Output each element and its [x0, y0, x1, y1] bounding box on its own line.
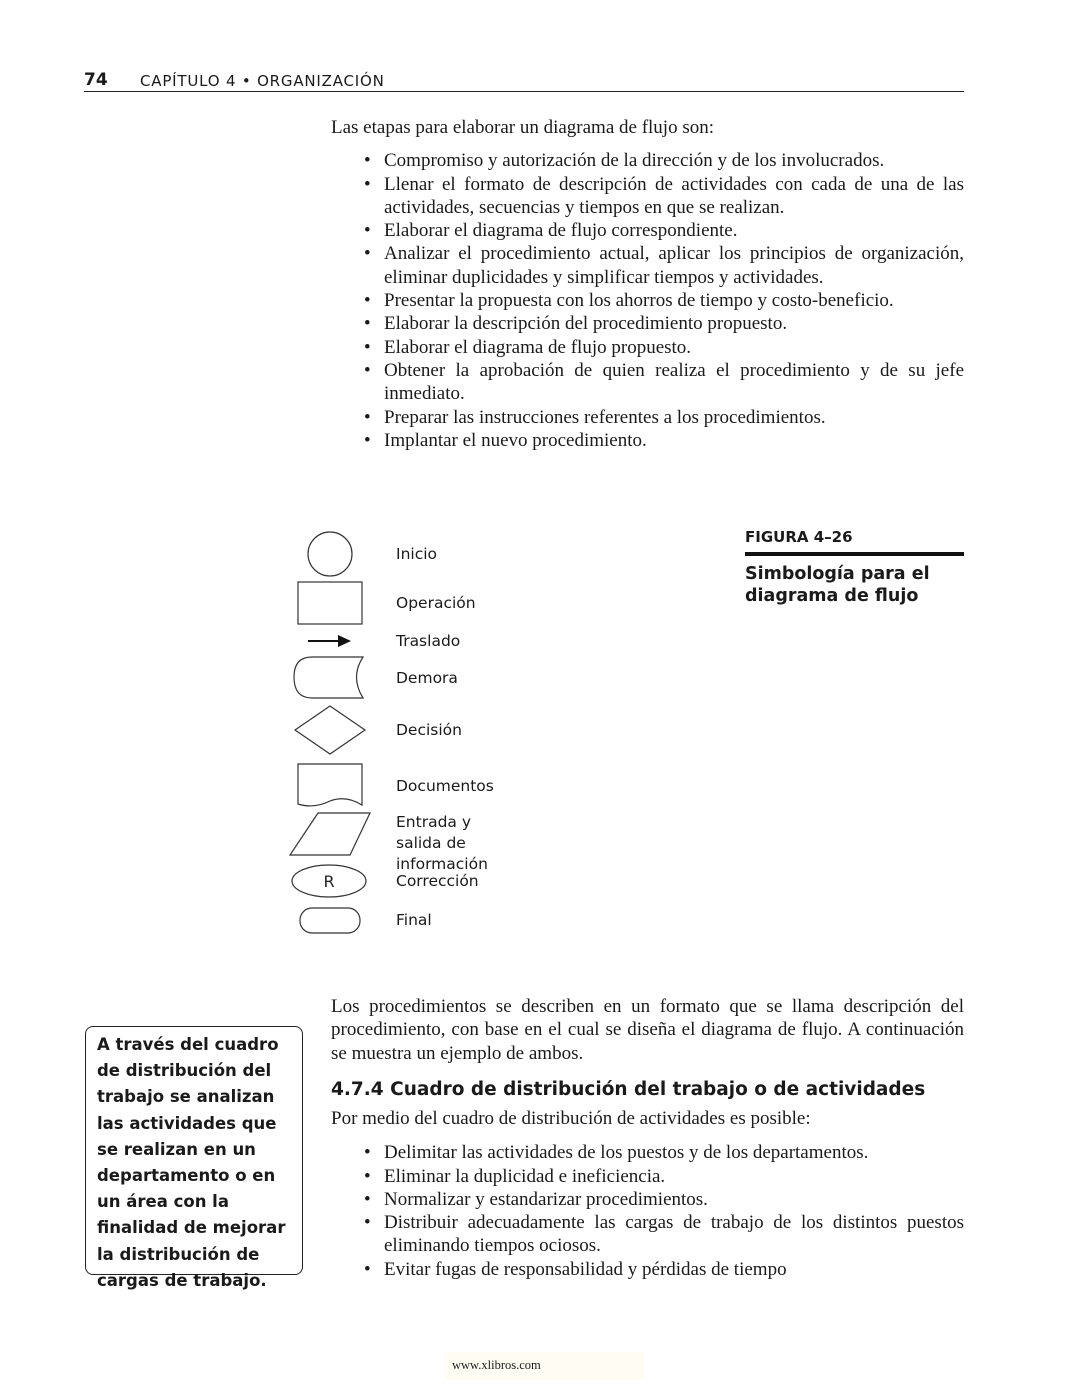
- sidebar-note: A través del cuadro de distribución del trabajo se analizan las actividades que se realizan en un departamento o en un área con la finalidad de mejorar la distribución de cargas de trabajo.: [85, 1026, 303, 1275]
- symbol-label: Final: [396, 911, 432, 929]
- section-list: [331, 1141, 964, 1281]
- document-symbol: [298, 764, 362, 806]
- list-item: • Elaborar la descripción del procedimiento propuesto.: [331, 312, 964, 335]
- list-item: • Eliminar la duplicidad e ineficiencia.: [331, 1165, 964, 1188]
- symbol-label: Entrada y salida de información: [396, 813, 488, 873]
- figure-caption: Simbología para el diagrama de flujo: [745, 564, 930, 606]
- start-symbol: [308, 532, 352, 576]
- steps-list: [331, 149, 964, 452]
- list-item: • Delimitar las actividades de los puestos y de los departamentos.: [331, 1141, 964, 1164]
- intro-text: Las etapas para elaborar un diagrama de flujo son:: [331, 117, 715, 138]
- section-heading: 4.7.4 Cuadro de distribución del trabajo o de actividades: [331, 1079, 926, 1100]
- symbol-label: Demora: [396, 669, 458, 687]
- list-item: • Preparar las instrucciones referentes a los procedimientos.: [331, 406, 964, 429]
- steps-block: [331, 116, 964, 452]
- arrow-icon: [308, 635, 351, 647]
- decision-symbol: [295, 706, 365, 754]
- list-item: • Obtener la aprobación de quien realiza el procedimiento y de su jefe inmediato.: [331, 359, 964, 406]
- correction-mark: R: [323, 872, 335, 891]
- list-item: • Normalizar y estandarizar procedimientos.: [331, 1188, 964, 1211]
- symbol-label: Corrección: [396, 872, 479, 890]
- end-symbol: [300, 908, 360, 933]
- list-item: • Llenar el formato de descripción de actividades con cada de una de las actividades, secuencias y tiempos en que se realizan.: [331, 173, 964, 220]
- footer-link[interactable]: www.xlibros.com: [446, 1352, 644, 1380]
- delay-symbol: [294, 657, 363, 698]
- section-intro: Por medio del cuadro de distribución de actividades es posible:: [331, 1108, 811, 1129]
- list-item: • Evitar fugas de responsabilidad y pérdidas de tiempo: [331, 1258, 964, 1281]
- list-item: • Elaborar el diagrama de flujo correspondiente.: [331, 219, 964, 242]
- list-item: • Implantar el nuevo procedimiento.: [331, 429, 964, 452]
- procedure-paragraph: Los procedimientos se describen en un formato que se llama descripción del procedimiento, con base en el cual se diseña el diagrama de flujo. A continuación se muestra un ejemplo de ambos.: [331, 996, 964, 1064]
- symbol-label: Documentos: [396, 777, 494, 795]
- io-symbol: [290, 813, 370, 855]
- symbol-label: Inicio: [396, 545, 438, 563]
- list-item: • Distribuir adecuadamente las cargas de trabajo de los distintos puestos eliminando tiempos ociosos.: [331, 1211, 964, 1258]
- section-body: [331, 1107, 964, 1281]
- symbol-label: Traslado: [396, 632, 461, 650]
- running-header: [84, 70, 964, 92]
- list-item: • Analizar el procedimiento actual, aplicar los principios de organización, eliminar duplicidades y simplificar tiempos y actividades.: [331, 242, 964, 289]
- symbol-label: Operación: [396, 594, 476, 612]
- flowchart-symbols: [280, 520, 390, 940]
- page-number: 74: [84, 70, 108, 90]
- list-item: • Elaborar el diagrama de flujo propuesto.: [331, 336, 964, 359]
- list-item: • Compromiso y autorización de la dirección y de los involucrados.: [331, 149, 964, 172]
- symbol-label: Decisión: [396, 721, 462, 739]
- figure-number: FIGURA 4–26: [745, 528, 964, 556]
- chapter-title: CAPÍTULO 4 • ORGANIZACIÓN: [140, 72, 385, 90]
- operation-symbol: [298, 582, 362, 624]
- list-item: • Presentar la propuesta con los ahorros de tiempo y costo-beneficio.: [331, 289, 964, 312]
